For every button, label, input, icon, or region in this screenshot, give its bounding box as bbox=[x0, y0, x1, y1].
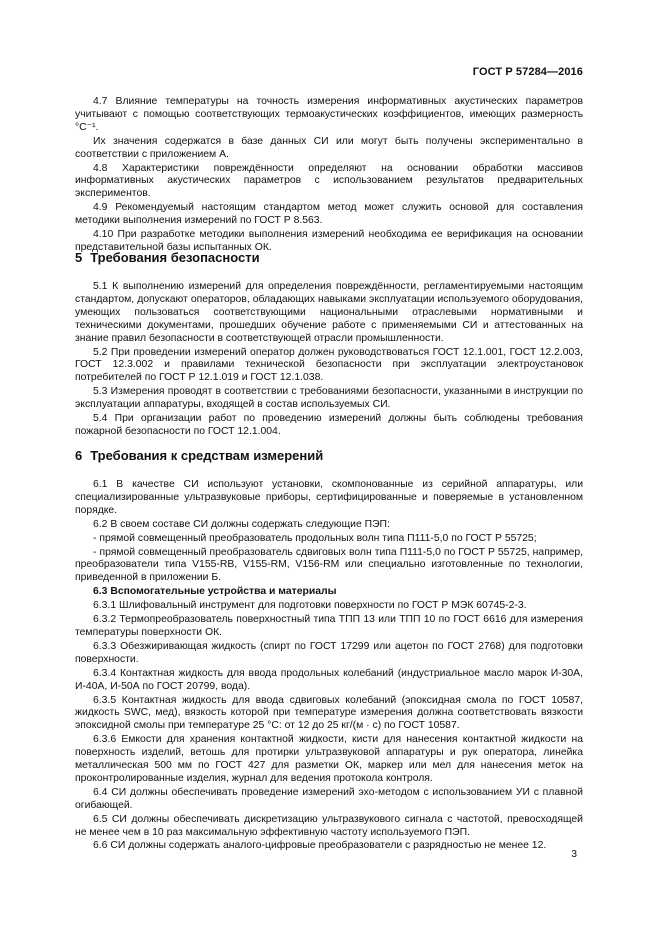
list-item-shear: - прямой совмещенный преобразователь сдвиговых волн типа П111-5,0 по ГОСТ Р 55725, например, преобразователи типа V155-RB, V155-RM, V156-RM или специально изготовленные по технологии, приведенной в приложении Б. bbox=[75, 546, 583, 584]
section5-body bbox=[75, 281, 583, 440]
paragraph-4-7: 4.7 Влияние температуры на точность измерения информативных акустических параметров учитывают с помощью соответствующих термоакустических коэффициентов, имеющих размерность °С⁻¹. bbox=[75, 96, 583, 133]
paragraph-6-3-6: 6.3.6 Емкости для хранения контактной жидкости, кисти для нанесения контактной жидкости на поверхность изделий, ветошь для протирки ультразвуковой аппаратуры и рук оператора, линейка металлическая 500 мм по ГОСТ 427 для разметки ОК, маркер или мел для нанесения меток на проконтролированные изделия, журнал для ведения протокола контроля. bbox=[75, 734, 583, 784]
standard-designation: ГОСТ Р 57284—2016 bbox=[472, 66, 583, 78]
section6-body bbox=[75, 479, 583, 854]
paragraph-4-8: 4.8 Характеристики повреждённости определяют на основании обработки массивов информативных акустических параметров с использованием результатов предварительных экспериментов. bbox=[75, 162, 583, 200]
paragraph-4-9: 4.9 Рекомендуемый настоящим стандартом метод может служить основой для составления методики выполнения измерений по ГОСТ Р 8.563. bbox=[75, 202, 583, 227]
paragraph-6-1: 6.1 В качестве СИ используют установки, скомпонованные из серийной аппаратуры, или специализированные ультразвуковые приборы, сертифицированные и поверяемые в установленном порядке. bbox=[75, 479, 583, 516]
paragraph-5-2: 5.2 При проведении измерений оператор должен руководствоваться ГОСТ 12.1.001, ГОСТ 12.2.003, ГОСТ 12.3.002 и правилами технической безопасности при эксплуатации электроустановок потребителей по ГОСТ Р 12.1.019 и ГОСТ 12.1.038. bbox=[75, 346, 583, 384]
paragraph-6-4: 6.4 СИ должны обеспечивать проведение измерений эхо-методом с использованием УИ с плавной огибающей. bbox=[75, 786, 583, 811]
subheading-6-3: 6.3 Вспомогательные устройства и материалы bbox=[93, 586, 337, 598]
section6-heading bbox=[75, 450, 583, 463]
paragraph-6-3-2: 6.3.2 Термопреобразователь поверхностный типа ТПП 13 или ТПП 10 по ГОСТ 6616 для измерения температуры поверхности ОК. bbox=[75, 614, 583, 638]
paragraph-6-3-3: 6.3.3 Обезжиривающая жидкость (спирт по ГОСТ 17299 или ацетон по ГОСТ 2768) для подготовки поверхности. bbox=[75, 640, 583, 665]
section6-number: 6 bbox=[75, 448, 83, 463]
section5-title: Требования безопасности bbox=[90, 250, 260, 265]
section5-number: 5 bbox=[75, 250, 83, 265]
list-item-longitudinal: - прямой совмещенный преобразователь продольных волн типа П111-5,0 по ГОСТ Р 55725; bbox=[93, 532, 537, 544]
page-number: 3 bbox=[571, 849, 577, 860]
paragraph-5-4: 5.4 При организации работ по проведению измерений должны быть соблюдены требования пожарной безопасности по ГОСТ 12.1.004. bbox=[75, 413, 583, 437]
paragraph-6-2: 6.2 В своем составе СИ должны содержать следующие ПЭП: bbox=[93, 518, 390, 530]
paragraph-6-3-5: 6.3.5 Контактная жидкость для ввода сдвиговых колебаний (эпоксидная смола по ГОСТ 10587, жидкость SWC, мед), вязкость которой при температуре измерения должна соответствовать вязкости эпоксидной смолы при температуре 25 °С: от 12 до 25 кг/(м · с) по ГОСТ 10587. bbox=[75, 694, 583, 732]
paragraph-4-7-cont: Их значения содержатся в базе данных СИ или могут быть получены экспериментально в соответствии с приложением А. bbox=[75, 135, 583, 160]
paragraph-6-3-1: 6.3.1 Шлифовальный инструмент для подготовки поверхности по ГОСТ Р МЭК 60745-2-3. bbox=[93, 600, 527, 612]
paragraph-6-3-4: 6.3.4 Контактная жидкость для ввода продольных колебаний (индустриальное масло марок И-30А, И-40А, И-50А по ГОСТ 20799, вода). bbox=[75, 667, 583, 692]
paragraph-6-5: 6.5 СИ должны обеспечивать дискретизацию ультразвукового сигнала с частотой, превосходящей не менее чем в 10 раз максимальную эффективную частоту используемого ПЭП. bbox=[75, 813, 583, 838]
paragraph-6-6: 6.6 СИ должны содержать аналого-цифровые преобразователи с разрядностью не менее 12. bbox=[93, 840, 547, 852]
paragraph-5-1: 5.1 К выполнению измерений для определения повреждённости, регламентируемыми настоящим стандартом, допускают операторов, обладающих навыками эксплуатации используемого оборудования, умеющих пользоваться соответствующими национальными отраслевыми нормативными и техническими документами, прошедших обучение работе с применяемыми СИ и аттестованных на знание правил безопасности в соответствующей отрасли промышленности. bbox=[75, 281, 583, 344]
section5-heading bbox=[75, 252, 583, 265]
section4-continuation bbox=[75, 96, 583, 256]
paragraph-5-3: 5.3 Измерения проводят в соответствии с требованиями безопасности, указанными в инструкции по эксплуатации аппаратуры, входящей в состав используемых СИ. bbox=[75, 386, 583, 411]
section6-title: Требования к средствам измерений bbox=[90, 448, 324, 463]
paragraph-4-10: 4.10 При разработке методики выполнения измерений необходима ее верификация на основании представительной базы испытанных ОК. bbox=[75, 229, 583, 253]
